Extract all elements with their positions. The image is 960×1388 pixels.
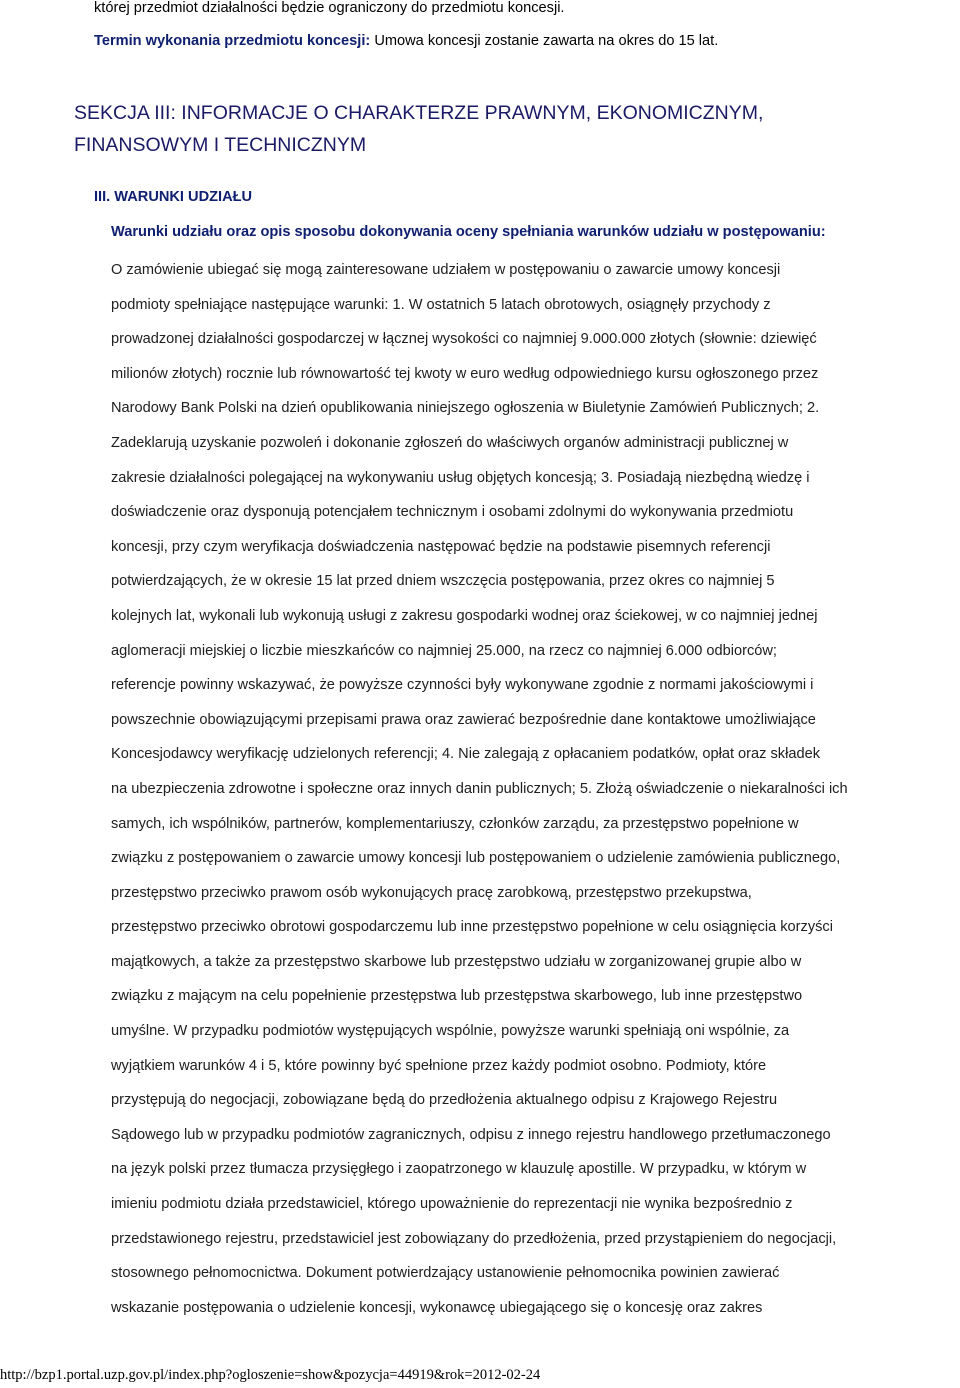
term-line	[94, 33, 718, 50]
body-line: wskazanie postępowania o udzielenie koncesji, wykonawcę ubiegającego się o koncesję oraz zakres	[111, 1299, 763, 1316]
body-line: powszechnie obowiązującymi przepisami prawa oraz zawierać bezpośrednie dane kontaktowe umożliwiające	[111, 711, 816, 728]
term-value: Umowa koncesji zostanie zawarta na okres do 15 lat.	[370, 33, 719, 49]
body-line: majątkowych, a także za przestępstwo skarbowe lub przestępstwo udziału w zorganizowanej grupie albo w	[111, 953, 802, 970]
term-label: Termin wykonania przedmiotu koncesji:	[94, 33, 371, 49]
body-line: stosownego pełnomocnictwa. Dokument potwierdzający ustanowienie pełnomocnika powinien zawierać	[111, 1265, 780, 1282]
body-line: Narodowy Bank Polski na dzień opublikowania niniejszego ogłoszenia w Biuletynie Zamówień Publicznych; 2.	[111, 400, 820, 417]
body-line: prowadzonej działalności gospodarczej w łącznej wysokości co najmniej 9.000.000 złotych (słownie: dziewięć	[111, 331, 817, 348]
body-line: samych, ich wspólników, partnerów, komplementariuszy, członków zarządu, za przestępstwo popełnione w	[111, 815, 799, 832]
body-line: umyślne. W przypadku podmiotów występujących wspólnie, powyższe warunki spełniają oni wspólnie, za	[111, 1023, 790, 1040]
body-line: referencje powinny wskazywać, że powyższe czynności były wykonywane zgodnie z normami jakościowymi i	[111, 677, 814, 694]
body-line: aglomeracji miejskiej o liczbie mieszkańców co najmniej 25.000, na rzecz co najmniej 6.000 odbiorców;	[111, 642, 777, 659]
footer-url[interactable]: http://bzp1.portal.uzp.gov.pl/index.php?ogloszenie=show&pozycja=44919&rok=2012-02-24	[0, 1367, 541, 1383]
body-line: milionów złotych) rocznie lub równowartość tej kwoty w euro według odpowiedniego kursu ogłoszonego przez	[111, 365, 819, 382]
body-line: przestępstwo przeciwko prawom osób wykonujących pracę zarobkową, przestępstwo przekupstwa,	[111, 884, 752, 901]
body-line: kolejnych lat, wykonali lub wykonują usługi z zakresu gospodarki wodnej oraz ściekowej, w co najmniej jednej	[111, 607, 818, 624]
requirements-body	[111, 253, 959, 1325]
body-line: Zadeklarują uzyskanie pozwoleń i dokonanie zgłoszeń do właściwych organów administracji publicznej w	[111, 434, 789, 451]
top-line: której przedmiot działalności będzie ograniczony do przedmiotu koncesji.	[94, 0, 565, 16]
body-line: zakresie działalności polegającej na wykonywaniu usług objętych koncesją; 3. Posiadają niezbędną wiedzę i	[111, 469, 810, 486]
body-line: związku z postępowaniem o zawarcie umowy koncesji lub postępowaniem o udzielenie zamówienia publicznego,	[111, 850, 841, 867]
subsection-title: III. WARUNKI UDZIAŁU	[94, 189, 253, 205]
body-line: przystępują do negocjacji, zobowiązane będą do przedłożenia aktualnego odpisu z Krajowego Rejestru	[111, 1092, 778, 1109]
body-line: związku z mającym na celu popełnienie przestępstwa lub przestępstwa skarbowego, lub inne przestępstwo	[111, 988, 803, 1005]
body-line: imieniu podmiotu działa przedstawiciel, którego upoważnienie do reprezentacji nie wynika bezpośrednio z	[111, 1196, 793, 1213]
body-line: O zamówienie ubiegać się mogą zainteresowane udziałem w postępowaniu o zawarcie umowy koncesji	[111, 262, 781, 278]
body-line: doświadczenie oraz dysponują potencjałem technicznym i osobami zdolnymi do wykonywania przedmiotu	[111, 504, 794, 521]
body-line: na ubezpieczenia zdrowotne i społeczne oraz innych danin publicznych; 5. Złożą oświadczenie o niekaralności ich	[111, 780, 848, 797]
body-line: wyjątkiem warunków 4 i 5, które powinny być spełnione przez każdy podmiot osobno. Podmioty, które	[111, 1057, 767, 1074]
section-title: SEKCJA III: INFORMACJE O CHARAKTERZE PRAWNYM, EKONOMICZNYM, FINANSOWYM I TECHNICZNYM	[74, 102, 764, 156]
requirements-heading: Warunki udziału oraz opis sposobu dokonywania oceny spełniania warunków udziału w postępowaniu:	[111, 224, 826, 240]
body-line: potwierdzających, że w okresie 15 lat przed dniem wszczęcia postępowania, przez okres co najmniej 5	[111, 573, 775, 590]
body-line: przedstawionego rejestru, przedstawiciel jest zobowiązany do przedłożenia, przed przystąpieniem do negocjacji,	[111, 1230, 837, 1247]
body-line: przestępstwo przeciwko obrotowi gospodarczemu lub inne przestępstwo popełnione w celu osiągnięcia korzyści	[111, 919, 833, 936]
body-line: podmioty spełniające następujące warunki: 1. W ostatnich 5 latach obrotowych, osiągnęły przychody z	[111, 296, 771, 313]
body-line: Sądowego lub w przypadku podmiotów zagranicznych, odpisu z innego rejestru handlowego przetłumaczonego	[111, 1126, 831, 1143]
body-line: koncesji, przy czym weryfikacja doświadczenia następować będzie na podstawie pisemnych referencji	[111, 538, 771, 555]
body-line: na język polski przez tłumacza przysięgłego i zaopatrzonego w klauzulę apostille. W przypadku, w którym w	[111, 1161, 807, 1178]
body-line: Koncesjodawcy weryfikację udzielonych referencji; 4. Nie zalegają z opłacaniem podatków, opłat oraz składek	[111, 746, 820, 763]
